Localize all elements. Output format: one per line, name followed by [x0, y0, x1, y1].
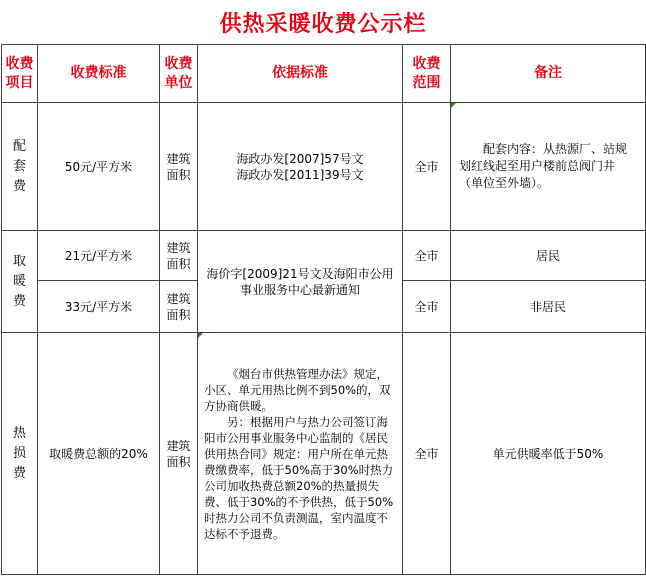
scope-cell: 全市: [403, 281, 451, 333]
table-row: [2, 231, 646, 281]
basis-paragraph: 另：根据用户与热力公司签订海阳市公用事业服务中心监制的《居民供用热合同》规定：用户所在单元热费缴费率，低于50%高于30%时热力公司加收热费总额20%的热量损失费、低于30%的不予供热，低于50%时热力公司不负责测温，室内温度不达标不予退费。: [204, 414, 394, 541]
scope-cell: 全市: [403, 103, 451, 231]
table-row: [2, 333, 646, 575]
header-scope: 收费范围: [403, 45, 451, 103]
scope-cell: 全市: [403, 333, 451, 575]
unit-cell: 建筑面积: [160, 103, 198, 231]
standard-cell: 取暖费总额的20%: [38, 333, 160, 575]
item-label: 热损费: [12, 425, 26, 481]
scope-cell: 全市: [403, 231, 451, 281]
unit-cell: 建筑面积: [160, 333, 198, 575]
item-cell: [2, 231, 38, 333]
item-label: 配套费: [12, 138, 26, 194]
header-standard: 收费标准: [38, 45, 160, 103]
header-unit: 收费单位: [160, 45, 198, 103]
standard-cell: 33元/平方米: [38, 281, 160, 333]
basis-line: 海政办发[2007]57号文: [236, 151, 364, 166]
standard-cell: 50元/平方米: [38, 103, 160, 231]
unit-cell: 建筑面积: [160, 281, 198, 333]
fee-table: [1, 44, 646, 575]
item-cell: [2, 103, 38, 231]
item-cell: [2, 333, 38, 575]
basis-cell: 海价字[2009]21号文及海阳市公用事业服务中心最新通知: [198, 231, 403, 333]
basis-cell: [198, 103, 403, 231]
basis-line: 海政办发[2011]39号文: [236, 167, 364, 182]
remark-cell: 单元供暖率低于50%: [451, 333, 646, 575]
item-label: 取暖费: [12, 253, 26, 309]
table-row: [2, 103, 646, 231]
header-item: 收费项目: [2, 45, 38, 103]
standard-cell: 21元/平方米: [38, 231, 160, 281]
remark-cell: 居民: [451, 231, 646, 281]
remark-cell: [451, 103, 646, 231]
basis-paragraph: 《烟台市供热管理办法》规定，小区、单元用热比例不到50%的，双方协商供暖。: [204, 366, 391, 413]
header-basis: 依据标准: [198, 45, 403, 103]
remark-cell: 非居民: [451, 281, 646, 333]
header-row: [2, 45, 646, 103]
header-remark: 备注: [451, 45, 646, 103]
notice-title: 供热采暖收费公示栏: [219, 11, 427, 37]
basis-cell: [198, 333, 403, 575]
remark-text: 配套内容：从热源厂、站规划红线起至用户楼前总阀门井（单位至外墙）。: [459, 142, 628, 190]
unit-cell: 建筑面积: [160, 231, 198, 281]
